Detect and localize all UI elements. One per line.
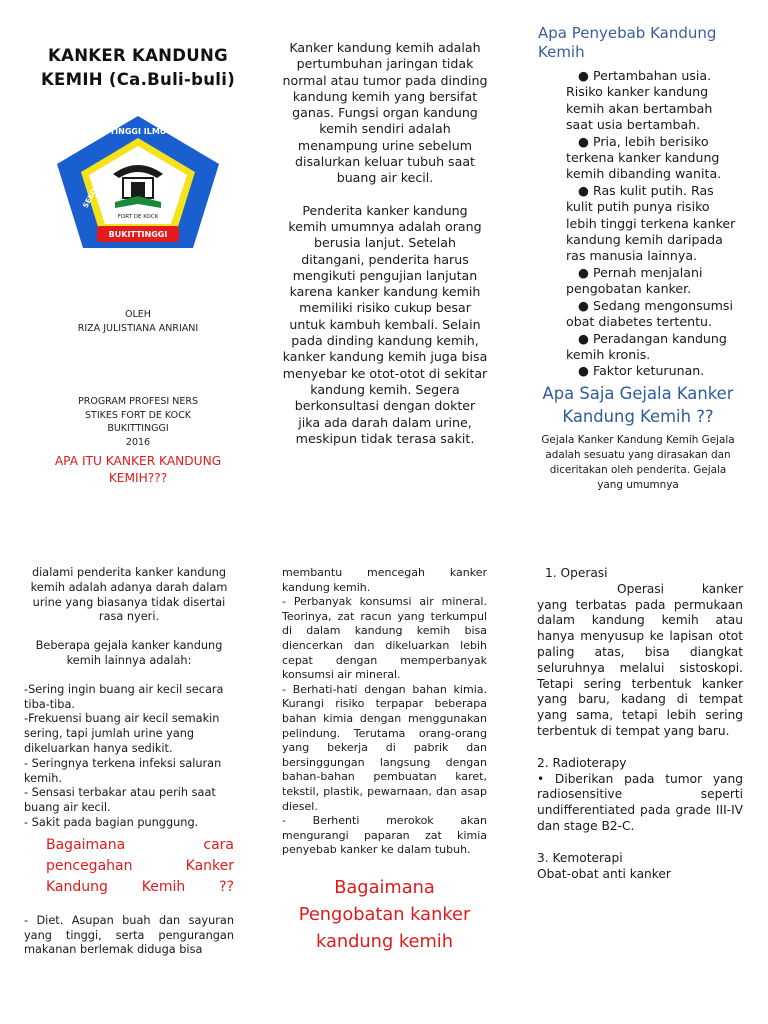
list-item: ● Pernah menjalani pengobatan kanker. bbox=[566, 264, 703, 297]
list-item: - Sakit pada bagian punggung. bbox=[24, 815, 199, 829]
list-item: ● Pertambahan usia. Risiko kanker kandung kemih akan bertambah saat usia bertambah. bbox=[566, 68, 713, 133]
school-logo-emblem bbox=[53, 112, 239, 252]
program-name: PROGRAM PROFESI NERS bbox=[78, 396, 198, 407]
list-item: -Frekuensi buang air kecil semakin sering, tapi jumlah urine yang dikeluarkan hanya sedikit. bbox=[24, 712, 220, 755]
list-item: - Sensasi terbakar atau perih saat buang air kecil. bbox=[24, 786, 216, 815]
symptoms-continued: dialami penderita kanker kandung kemih adalah adanya darah dalam urine yang biasanya tidak disertai rasa nyeri. bbox=[30, 566, 228, 624]
symptoms-panel bbox=[24, 566, 234, 958]
symptoms-heading: Apa Saja Gejala Kanker Kandung Kemih ?? bbox=[542, 383, 734, 427]
list-item: ● Peradangan kandung kemih kronis. bbox=[566, 330, 727, 362]
treatment-panel bbox=[537, 566, 743, 882]
brochure-title: KANKER KANDUNG KEMIH (Ca.Buli-buli) bbox=[40, 46, 236, 89]
logo-left-text: SEKOLAH bbox=[81, 173, 106, 210]
school-logo bbox=[38, 112, 238, 252]
chemotherapy-text: Obat-obat anti kanker bbox=[537, 866, 671, 881]
list-item: -Sering ingin buang air kecil secara tiba-tiba. bbox=[24, 682, 224, 711]
chemotherapy-title: 3. Kemoterapi bbox=[537, 850, 623, 865]
symptoms-list bbox=[24, 683, 234, 831]
treatment-heading: Bagaimana Pengobatan kanker kandung kemih bbox=[298, 876, 471, 952]
list-item: ● Pria, lebih berisiko terkena kanker kandung kemih dibanding wanita. bbox=[566, 133, 722, 182]
list-item: - Seringnya terkena infeksi saluran kemih. bbox=[24, 756, 222, 785]
causes-list bbox=[566, 68, 738, 380]
patients-paragraph: Penderita kanker kandung kemih umumnya adalah orang berusia lanjut. Setelah ditangani, penderita harus mengikuti pengujian lanjutan karena kanker kandung kemih memiliki risiko cukup besar untuk kambuh kembali. Selain pada dinding kandung kemih, kanker kandung kemih juga bisa menyebar ke otot-otot di sekitar kandung kemih. Segera berkonsultasi dengan dokter jika ada darah dalam urine, meskipun tidak terasa sakit. bbox=[282, 202, 488, 446]
logo-inner-text: FORT DE KOCK bbox=[117, 214, 159, 220]
symptoms-intro: Gejala Kanker Kandung Kemih Gejala adalah sesuatu yang dirasakan dan diceritakan oleh penderita. Gejala yang umumnya bbox=[541, 433, 735, 491]
surgery-title: 1. Operasi bbox=[545, 566, 608, 580]
prevention-item: - Berhati-hati dengan bahan kimia. Kurangi risiko terpapar beberapa bahan kimia dengan menggunakan pelindung. Terutama orang-orang yang bekerja di pabrik dan bersinggungan langsung dengan bahan-bahan pembuatan karet, tekstil, plastik, pewarnaan, dan asap diesel. bbox=[282, 682, 487, 813]
surgery-text: Operasi kanker yang terbatas pada permukaan dalam kandung kemih atau hanya menyusup ke lapisan otot paling atas, bisa diangkat seluruhnya melalui sistoskopi. Tetapi sering terbentuk kanker yang baru, kadang di tempat yang sama, tetapi lebih sering terbentuk di tempat yang baru. bbox=[537, 581, 743, 738]
list-item: ● Ras kulit putih. Ras kulit putih punya risiko lebih tinggi terkena kanker kandung kemih daripada ras manusia lainnya. bbox=[566, 182, 736, 264]
prevention-panel bbox=[282, 566, 487, 955]
logo-banner-text: BUKITTINGGI bbox=[108, 230, 168, 239]
radiotherapy-text: • Diberikan pada tumor yang radiosensitive seperti undifferentiated pada grade III-IV dan stage B2-C. bbox=[537, 771, 743, 833]
prevention-heading: Bagaimana cara pencegahan Kanker Kandung Kemih ?? bbox=[46, 836, 234, 895]
causes-heading: Apa Penyebab Kandung Kemih bbox=[538, 24, 717, 61]
city-name: BUKITTINGGI bbox=[107, 423, 169, 434]
by-label: OLEH bbox=[125, 309, 151, 320]
logo-right-text: KESEHATAN bbox=[210, 184, 239, 230]
list-item: ● Sedang mengonsumsi obat diabetes tertentu. bbox=[566, 297, 733, 330]
question-heading: APA ITU KANKER KANDUNG KEMIH??? bbox=[54, 454, 222, 485]
symptoms-lead: Beberapa gejala kanker kandung kemih lainnya adalah: bbox=[35, 639, 223, 667]
diet-paragraph: - Diet. Asupan buah dan sayuran yang tinggi, serta pengurangan makanan berlemak diduga bisa bbox=[24, 913, 234, 957]
prevention-item: membantu mencegah kanker kandung kemih. bbox=[282, 566, 487, 594]
school-name: STIKES FORT DE KOCK bbox=[85, 409, 191, 421]
causes-panel bbox=[538, 24, 738, 493]
logo-top-text: TINGGI ILMU bbox=[109, 127, 167, 136]
list-item: ● Faktor keturunan. bbox=[578, 363, 705, 379]
prevention-item: - Berhenti merokok akan mengurangi paparan zat kimia penyebab kanker ke dalam tubuh. bbox=[282, 814, 487, 857]
definition-panel bbox=[282, 40, 488, 447]
cover-panel bbox=[38, 44, 238, 486]
year: 2016 bbox=[125, 436, 151, 448]
definition-paragraph: Kanker kandung kemih adalah pertumbuhan jaringan tidak normal atau tumor pada dinding kandung kemih yang bersifat ganas. Fungsi organ kandung kemih sendiri adalah menampung urine sebelum disalurkan keluar tubuh saat buang air kecil. bbox=[282, 40, 488, 186]
author-name: RIZA JULISTIANA ANRIANI bbox=[77, 322, 199, 334]
prevention-item: - Perbanyak konsumsi air mineral. Teorinya, zat racun yang terkumpul di dalam kandung kemih bisa diencerkan dan dikeluarkan lebih cepat dengan memperbanyak konsumsi air mineral. bbox=[282, 595, 487, 682]
radiotherapy-title: 2. Radioterapy bbox=[537, 755, 627, 770]
